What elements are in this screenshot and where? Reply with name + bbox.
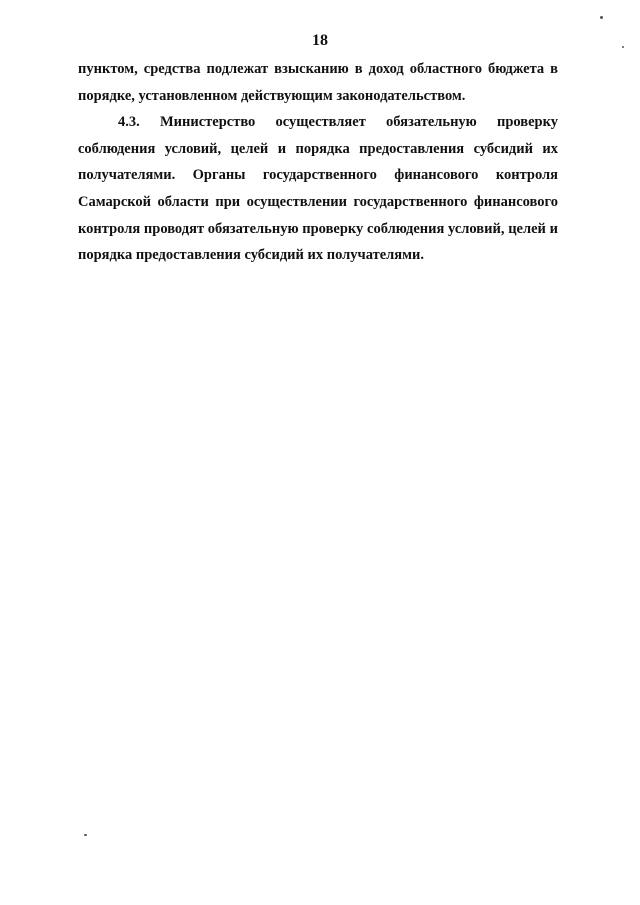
scan-speck (84, 834, 87, 836)
page-number: 18 (312, 32, 328, 49)
scan-speck (600, 16, 603, 19)
paragraph-4-3: 4.3. Министерство осуществляет обязательную проверку соблюдения условий, целей и порядка предоставления субсидий их получателями. Органы государственного финансового контроля Самарской области при осуществлении государственного финансового контроля проводят обязательную проверку соблюдения условий, целей и порядка предоставления субсидий их получателями. (78, 114, 558, 264)
scan-speck (622, 46, 624, 48)
paragraph-continuation: пунктом, средства подлежат взысканию в доход областного бюджета в порядке, установленном действующим законодательством. (78, 61, 558, 104)
document-body (78, 56, 558, 269)
